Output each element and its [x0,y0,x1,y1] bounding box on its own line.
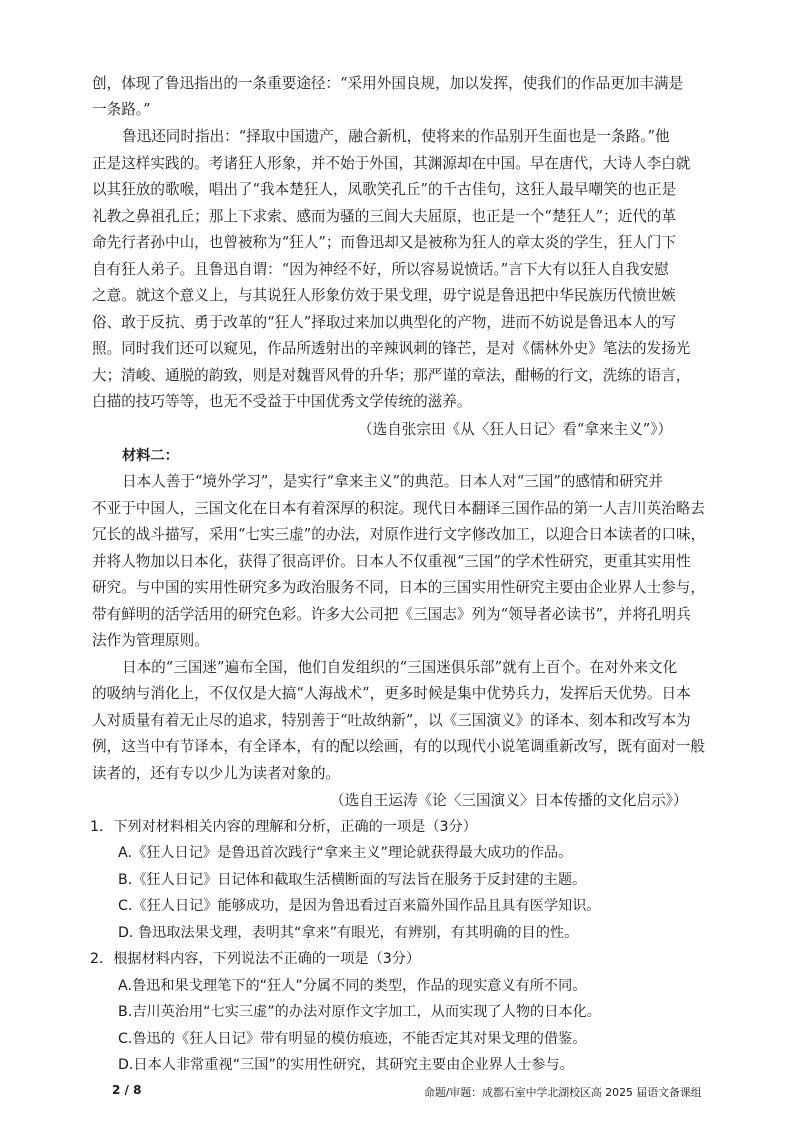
paragraph-line: 自有狂人弟子。且鲁迅自谓：“因为神经不好，所以容易说愤话。”言下大有以狂人自我安慰 [92,261,669,278]
paragraph-line: 人对质量有着无止尽的追求，特别善于“吐故纳新”，以《三国演义》的译本、刻本和改写本为 [92,712,691,729]
paragraph-line: 白描的技巧等等，也无不受益于中国优秀文学传统的滋养。 [92,393,472,410]
paragraph-line: 的吸纳与消化上，不仅仅是大搞“人海战术”，更多时候是集中优势兵力，发挥后天优势。日本 [92,685,691,702]
paragraph-line: 日本人善于“境外学习”，是实行“拿来主义”的典范。日本人对“三国”的感情和研究并 [122,473,663,490]
paragraph-line: 例，这当中有节译本，有全译本，有的配以绘画，有的以现代小说笔调重新改写，既有面对一般 [92,738,705,755]
answer-option-b: B.吉川英治用“七实三虚”的办法对原作文字加工，从而实现了人物的日本化。 [118,1004,601,1020]
page-number: 2 / 8 [112,1083,142,1097]
paragraph-line: 照。同时我们还可以窥见，作品所透射出的辛辣讽刺的锋芒，是对《儒林外史》笔法的发扬光 [92,340,691,357]
paragraph-line: 正是这样实践的。考诸狂人形象，并不始于外国，其渊源却在中国。早在唐代，大诗人李白就 [92,155,691,172]
paragraph-line: 大；清峻、通脱的韵致，则是对魏晋风骨的升华；那严谨的章法，酣畅的行文，洗练的语言， [92,367,691,384]
paragraph-line: 带有鲜明的活学活用的研究色彩。许多大公司把《三国志》列为“领导者必读书”，并将孔明兵 [92,606,691,623]
paragraph-line: 命先行者孙中山，也曾被称为“狂人”；而鲁迅却又是被称为狂人的章太炎的学生，狂人门下 [92,234,677,251]
paragraph-line: 冗长的战斗描写，采用“七实三虚”的办法，对原作进行文字修改加工，以迎合日本读者的口味， [92,526,706,543]
source-citation-two: （选自王运涛《论〈三国演义〉日本传播的文化启示》） [330,792,688,809]
answer-option-a: A.鲁迅和果戈理笔下的“狂人”分属不同的类型，作品的现实意义有所不同。 [118,978,587,994]
paragraph-line: 读者的，还有专以少儿为读者对象的。 [92,765,341,782]
answer-option-b: B.《狂人日记》日记体和截取生活横断面的写法旨在服务于反封建的主题。 [118,872,587,888]
answer-option-a: A.《狂人日记》是鲁迅首次践行“拿来主义”理论就获得最大成功的作品。 [118,845,573,861]
paragraph-line: 俗、敢于反抗、勇于改革的“狂人”择取过来加以典型化的产物，进而不妨说是鲁迅本人的写 [92,314,677,331]
question-stem: 2．根据材料内容，下列说法不正确的一项是（3分） [90,951,421,967]
paragraph-line: 鲁迅还同时指出：“择取中国遗产，融合新机，使将来的作品别开生面也是一条路。”他 [122,128,670,145]
answer-option-c: C.《狂人日记》能够成功，是因为鲁迅看过百来篇外国作品且具有医学知识。 [118,898,601,914]
paragraph-line: 创，体现了鲁迅指出的一条重要途径：“采用外国良规，加以发挥，使我们的作品更加丰满是 [92,75,684,92]
question-stem: 1．下列对材料相关内容的理解和分析，正确的一项是（3分） [90,819,477,835]
paragraph-line: 日本的“三国迷”遍布全国，他们自发组织的“三国迷俱乐部”就有上百个。在对外来文化 [122,659,678,676]
paragraph-line: 研究。与中国的实用性研究多为政治服务不同，日本的三国实用性研究主要由企业界人士参与， [92,579,705,596]
paragraph-line: 之意。就这个意义上，与其说狂人形象仿效于果戈理，毋宁说是鲁迅把中华民族历代愤世嫉 [92,287,676,304]
paragraph-line: 一条路。” [92,101,151,118]
paragraph-line: 法作为管理原则。 [92,632,209,649]
answer-option-d: D.日本人非常重视“三国”的实用性研究，其研究主要由企业界人士参与。 [118,1057,574,1073]
answer-option-d: D. 鲁迅取法果戈理，表明其“拿来”有眼光，有辨别，有其明确的目的性。 [118,925,579,941]
paragraph-line: 不亚于中国人，三国文化在日本有着深厚的积淀。现代日本翻译三国作品的第一人吉川英治略去 [92,500,705,517]
footer-credit: 命题/审题：成都石室中学北湖校区高 2025 届语文备课组 [424,1086,702,1099]
paragraph-line: 并将人物加以日本化，获得了很高评价。日本人不仅重视“三国”的学术性研究，更重其实用性 [92,553,691,570]
answer-option-c: C.鲁迅的《狂人日记》带有明显的模仿痕迹，不能否定其对果戈理的借鉴。 [118,1031,587,1047]
material-two-heading: 材料二： [122,448,179,464]
paragraph-line: 以其狂放的歌喉，唱出了“我本楚狂人，凤歌笑孔丘”的千古佳句，这狂人最早嘲笑的也正是 [92,181,677,198]
paragraph-line: 礼教之鼻祖孔丘；那上下求索、感而为骚的三闾大夫屈原，也正是一个“楚狂人”；近代的革 [92,208,677,225]
source-citation-one: （选自张宗田《从〈狂人日记〉看“拿来主义”》） [358,421,673,438]
